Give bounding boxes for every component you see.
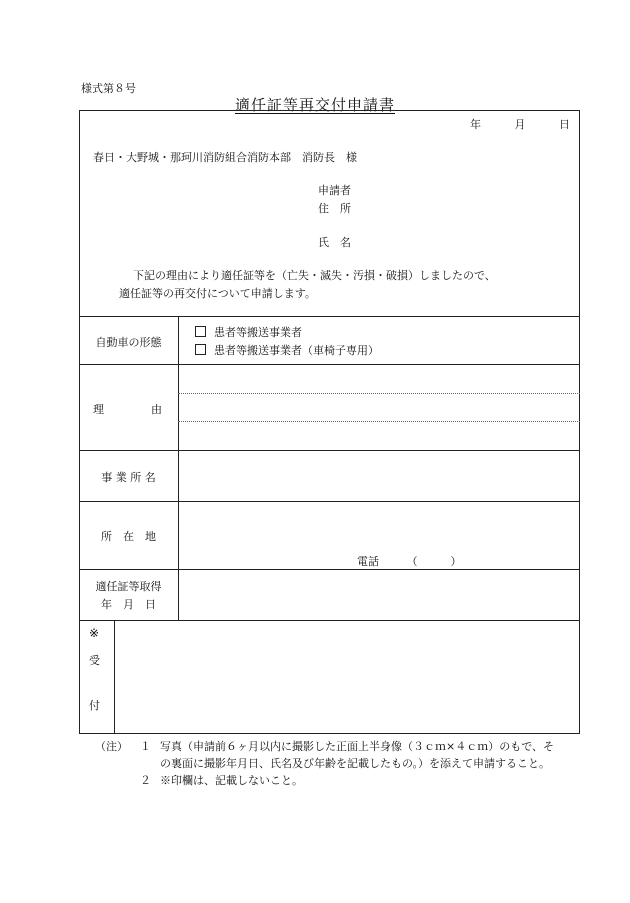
applicant-label: 申請者 — [318, 184, 351, 197]
checkbox[interactable] — [195, 326, 206, 337]
applicant-address-label: 住 所 — [318, 202, 351, 215]
statement-line-2: 適任証等の再交付について申請します。 — [119, 287, 316, 300]
acquisition-label-2: 年 月 日 — [101, 598, 156, 611]
location-label: 所 在 地 — [101, 530, 156, 543]
phone-field[interactable]: 電話 （ ） — [357, 555, 462, 568]
divider — [79, 620, 580, 621]
reason-input[interactable] — [179, 365, 579, 449]
applicant-name-label: 氏 名 — [318, 236, 351, 249]
date-month: 月 — [514, 118, 526, 131]
date-day: 日 — [559, 118, 570, 131]
vehicle-option-2[interactable] — [195, 342, 379, 358]
divider — [79, 316, 580, 317]
statement-line-1: 下記の理由により適任証等を（亡失・滅失・汚損・破損）しましたので、 — [133, 269, 496, 282]
acquisition-date-input[interactable] — [179, 570, 579, 619]
vehicle-option-label: 患者等搬送事業者（車椅子専用） — [214, 344, 379, 357]
acquisition-label-1: 適任証等取得 — [95, 580, 162, 593]
checkbox[interactable] — [195, 344, 206, 355]
office-name-input[interactable] — [179, 451, 579, 500]
office-name-label: 事 業 所 名 — [101, 471, 156, 484]
note-1-number: １ — [140, 740, 151, 753]
note-1-line-2: の裏面に撮影年月日、氏名及び年齢を記載したもの。）を添えて申請すること。 — [160, 757, 551, 770]
note-2-number: ２ — [140, 774, 151, 787]
vehicle-option-1[interactable] — [195, 324, 302, 340]
reception-mark: ※ — [89, 626, 100, 640]
reception-char-2: 付 — [89, 699, 100, 712]
reason-label-right: 由 — [151, 403, 162, 416]
reception-char-1: 受 — [89, 654, 100, 667]
notes-prefix: （注） — [95, 740, 128, 753]
date-row — [440, 116, 570, 132]
addressee: 春日・大野城・那珂川消防組合消防本部 消防長 様 — [93, 151, 357, 164]
vehicle-type-label: 自動車の形態 — [95, 336, 162, 349]
reception-divider — [114, 620, 115, 734]
date-year: 年 — [470, 118, 481, 131]
reason-label-left: 理 — [93, 403, 104, 416]
note-1-line-1: 写真（申請前６ヶ月以内に撮影した正面上半身像（３ｃｍ×４ｃｍ）のもで、そ — [160, 740, 554, 753]
location-input[interactable] — [179, 502, 579, 550]
vehicle-option-label: 患者等搬送事業者 — [214, 326, 302, 339]
title-text: 適任証等再交付申請書 — [234, 96, 395, 114]
form-number: 様式第８号 — [81, 82, 136, 95]
note-2-text: ※印欄は、記載しないこと。 — [160, 774, 303, 787]
